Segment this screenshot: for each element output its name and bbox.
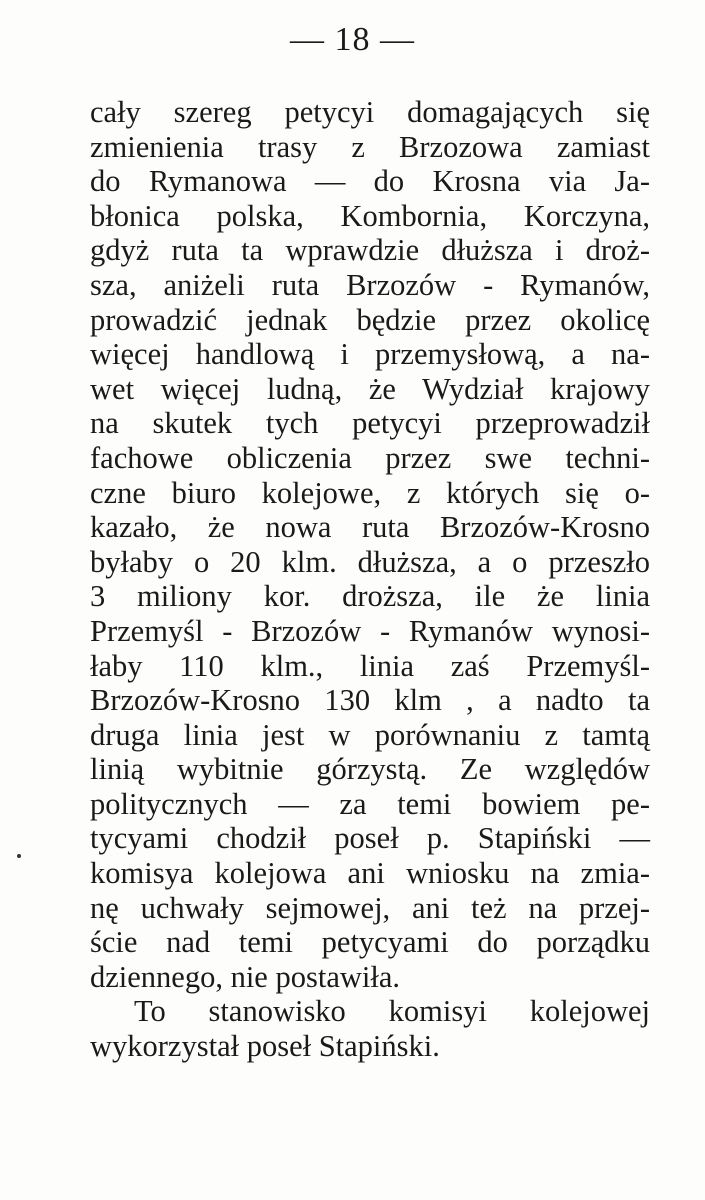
text-line: To stanowisko komisyi kolejowej [134,994,650,1029]
text-line: cały szereg petycyi domagających się [90,95,650,129]
text-line: na skutek tych petycyi przeprowadził [90,406,650,441]
text-line: 3 miliony kor. droższa, ile że linia [90,579,650,614]
paragraph-2 [90,994,650,1063]
text-line: fachowe obliczenia przez swe techni- [90,440,650,475]
paragraph-1 [90,95,650,994]
text-line: wykorzystał poseł Stapiński. [90,1029,440,1064]
text-line: do Rymanowa — do Krosna via Ja- [90,164,650,199]
text-line: politycznych — za temi bowiem pe- [90,786,650,821]
text-line: łaby 110 klm., linia zaś Przemyśl- [90,648,650,683]
text-line: Brzozów-Krosno 130 klm , a nadto ta [90,683,650,718]
text-line: więcej handlową i przemysłową, a na- [90,337,650,372]
text-line: kazało, że nowa ruta Brzozów-Krosno [90,510,650,545]
text-line: linią wybitnie górzystą. Ze względów [90,752,650,787]
body-text [90,95,650,1064]
text-line: tycyami chodził poseł p. Stapiński — [90,821,650,856]
text-line: czne biuro kolejowe, z których się o- [90,475,650,510]
text-line: dziennego, nie postawiła. [90,959,400,994]
text-line: Przemyśl - Brzozów - Rymanów wynosi- [90,613,650,648]
page-number: — 18 — [290,21,415,58]
text-line: sza, aniżeli ruta Brzozów - Rymanów, [90,267,650,302]
text-line: błonica polska, Kombornia, Korczyna, [90,198,650,233]
text-line: byłaby o 20 klm. dłuższa, a o przeszło [90,544,650,579]
ink-speck [17,854,21,858]
text-line: komisya kolejowa ani wniosku na zmia- [90,856,650,891]
text-line: nę uchwały sejmowej, ani też na przej- [90,890,650,925]
text-line: druga linia jest w porównaniu z tamtą [90,717,650,752]
text-line: ście nad temi petycyami do porządku [90,925,650,960]
text-line: wet więcej ludną, że Wydział krajowy [90,371,650,406]
text-line: gdyż ruta ta wprawdzie dłuższa i droż- [90,233,650,268]
text-line: zmienienia trasy z Brzozowa zamiast [90,129,650,164]
text-line: prowadzić jednak będzie przez okolicę [90,302,650,337]
